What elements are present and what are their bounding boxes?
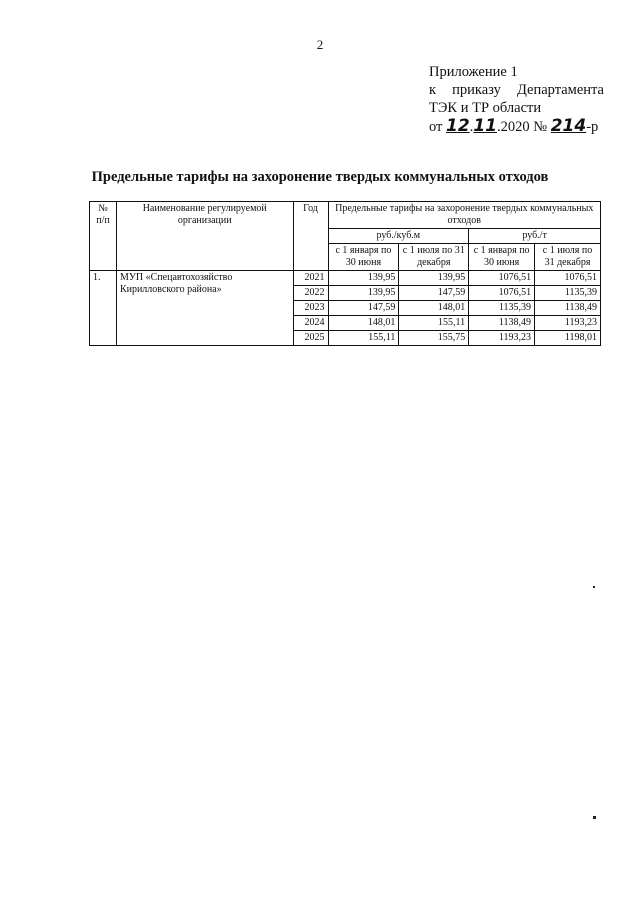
value-cell: 1135,39	[535, 286, 601, 301]
row-number: 1.	[90, 271, 117, 346]
date-month: 11	[473, 116, 497, 136]
header-tariffs: Предельные тарифы на захоронение твердых коммунальных отходов	[328, 202, 601, 229]
appendix-order-ref: к приказу Департамента	[429, 82, 604, 98]
value-cell: 155,11	[328, 331, 399, 346]
date-year: .2020 №	[497, 119, 548, 135]
year-cell: 2023	[293, 301, 328, 316]
scan-speck	[593, 816, 596, 819]
value-cell: 1076,51	[535, 271, 601, 286]
value-cell: 147,59	[399, 286, 469, 301]
value-cell: 1193,23	[535, 316, 601, 331]
value-cell: 1076,51	[469, 286, 535, 301]
value-cell: 1138,49	[535, 301, 601, 316]
scan-speck	[593, 586, 595, 588]
value-cell: 1135,39	[469, 301, 535, 316]
order-number: 214	[550, 116, 587, 136]
header-row-1	[90, 202, 601, 229]
header-year: Год	[293, 202, 328, 271]
value-cell: 148,01	[399, 301, 469, 316]
date-day: 12	[446, 116, 470, 136]
header-num: № п/п	[90, 202, 117, 271]
order-suffix: -р	[586, 119, 599, 135]
header-unit-cubic: руб./куб.м	[328, 229, 469, 244]
value-cell: 139,95	[328, 286, 399, 301]
document-title: Предельные тарифы на захоронение твердых коммунальных отходов	[91, 169, 549, 185]
year-cell: 2025	[293, 331, 328, 346]
year-cell: 2021	[293, 271, 328, 286]
value-cell: 1076,51	[469, 271, 535, 286]
appendix-block	[429, 63, 604, 136]
year-cell: 2024	[293, 316, 328, 331]
header-unit-ton: руб./т	[469, 229, 601, 244]
header-period-3: с 1 января по 30 июня	[469, 244, 535, 271]
value-cell: 139,95	[328, 271, 399, 286]
appendix-date-line: от 12.11.2020 № 214-р	[429, 116, 599, 136]
header-organization: Наименование регулируемой организации	[116, 202, 293, 271]
value-cell: 1198,01	[535, 331, 601, 346]
table-row	[90, 271, 601, 286]
appendix-title: Приложение 1	[429, 64, 518, 80]
organization-name: МУП «Спецавтохозяйство Кирилловского района»	[116, 271, 293, 346]
value-cell: 155,75	[399, 331, 469, 346]
header-period-2: с 1 июля по 31 декабря	[399, 244, 469, 271]
appendix-department: ТЭК и ТР области	[429, 100, 542, 116]
header-period-4: с 1 июля по 31 декабря	[535, 244, 601, 271]
date-prefix: от	[429, 119, 443, 135]
value-cell: 1193,23	[469, 331, 535, 346]
year-cell: 2022	[293, 286, 328, 301]
value-cell: 1138,49	[469, 316, 535, 331]
value-cell: 155,11	[399, 316, 469, 331]
value-cell: 147,59	[328, 301, 399, 316]
header-period-1: с 1 января по 30 июня	[328, 244, 399, 271]
tariffs-table	[89, 201, 601, 346]
value-cell: 148,01	[328, 316, 399, 331]
value-cell: 139,95	[399, 271, 469, 286]
page-number: 2	[316, 37, 324, 52]
